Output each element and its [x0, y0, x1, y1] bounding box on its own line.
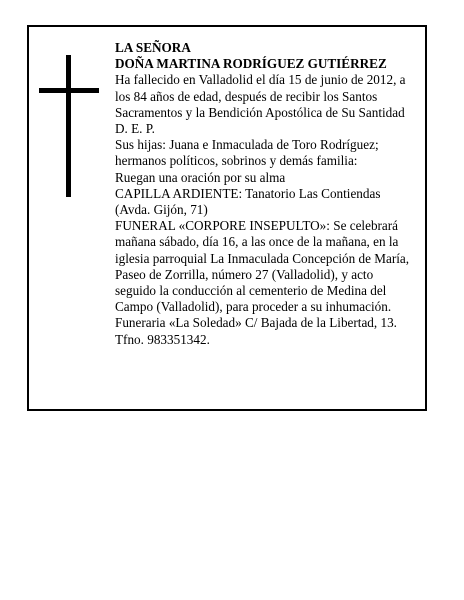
chapel-line-2: (Avda. Gijón, 71): [115, 202, 208, 218]
cross-horizontal-bar: [39, 88, 99, 93]
funeral-line-6: Campo (Valladolid), para proceder a su inhumación.: [115, 299, 392, 315]
funeral-line-2: mañana sábado, día 16, a las once de la mañana, en la: [115, 234, 399, 250]
funeral-line-3: iglesia parroquial La Inmaculada Concepción de María,: [115, 250, 410, 266]
prayer-request-line: Ruegan una oración por su alma: [115, 169, 286, 185]
family-line-1: Sus hijas: Juana e Inmaculada de Toro Rodríguez;: [115, 137, 379, 153]
funeral-line-5: seguido la conducción al cementerio de Medina del: [115, 283, 387, 299]
deceased-name: DOÑA MARTINA RODRÍGUEZ GUTIÉRREZ: [115, 56, 387, 72]
rip-line: D. E. P.: [115, 121, 155, 137]
notice-honorific: LA SEÑORA: [115, 40, 191, 55]
funeral-home-line-2: Tfno. 983351342.: [115, 331, 210, 347]
latin-cross-icon: [39, 55, 99, 197]
death-announcement-line-1: Ha fallecido en Valladolid el día 15 de junio de 2012, a: [115, 72, 406, 88]
funeral-line-1: FUNERAL «CORPORE INSEPULTO»: Se celebrará: [115, 218, 399, 234]
notice-body: [115, 40, 420, 348]
funeral-home-line-1: Funeraria «La Soledad» C/ Bajada de la Libertad, 13.: [115, 315, 397, 331]
death-announcement-line-2: los 84 años de edad, después de recibir los Santos: [115, 88, 378, 104]
cross-vertical-bar: [66, 55, 71, 197]
family-line-2: hermanos políticos, sobrinos y demás familia:: [115, 153, 358, 169]
funeral-line-4: Paseo de Zorrilla, número 27 (Valladolid), y acto: [115, 266, 374, 282]
chapel-line-1: CAPILLA ARDIENTE: Tanatorio Las Contiendas: [115, 185, 381, 201]
death-announcement-line-3: Sacramentos y la Bendición Apostólica de Su Santidad: [115, 104, 405, 120]
obituary-notice: [27, 25, 427, 411]
